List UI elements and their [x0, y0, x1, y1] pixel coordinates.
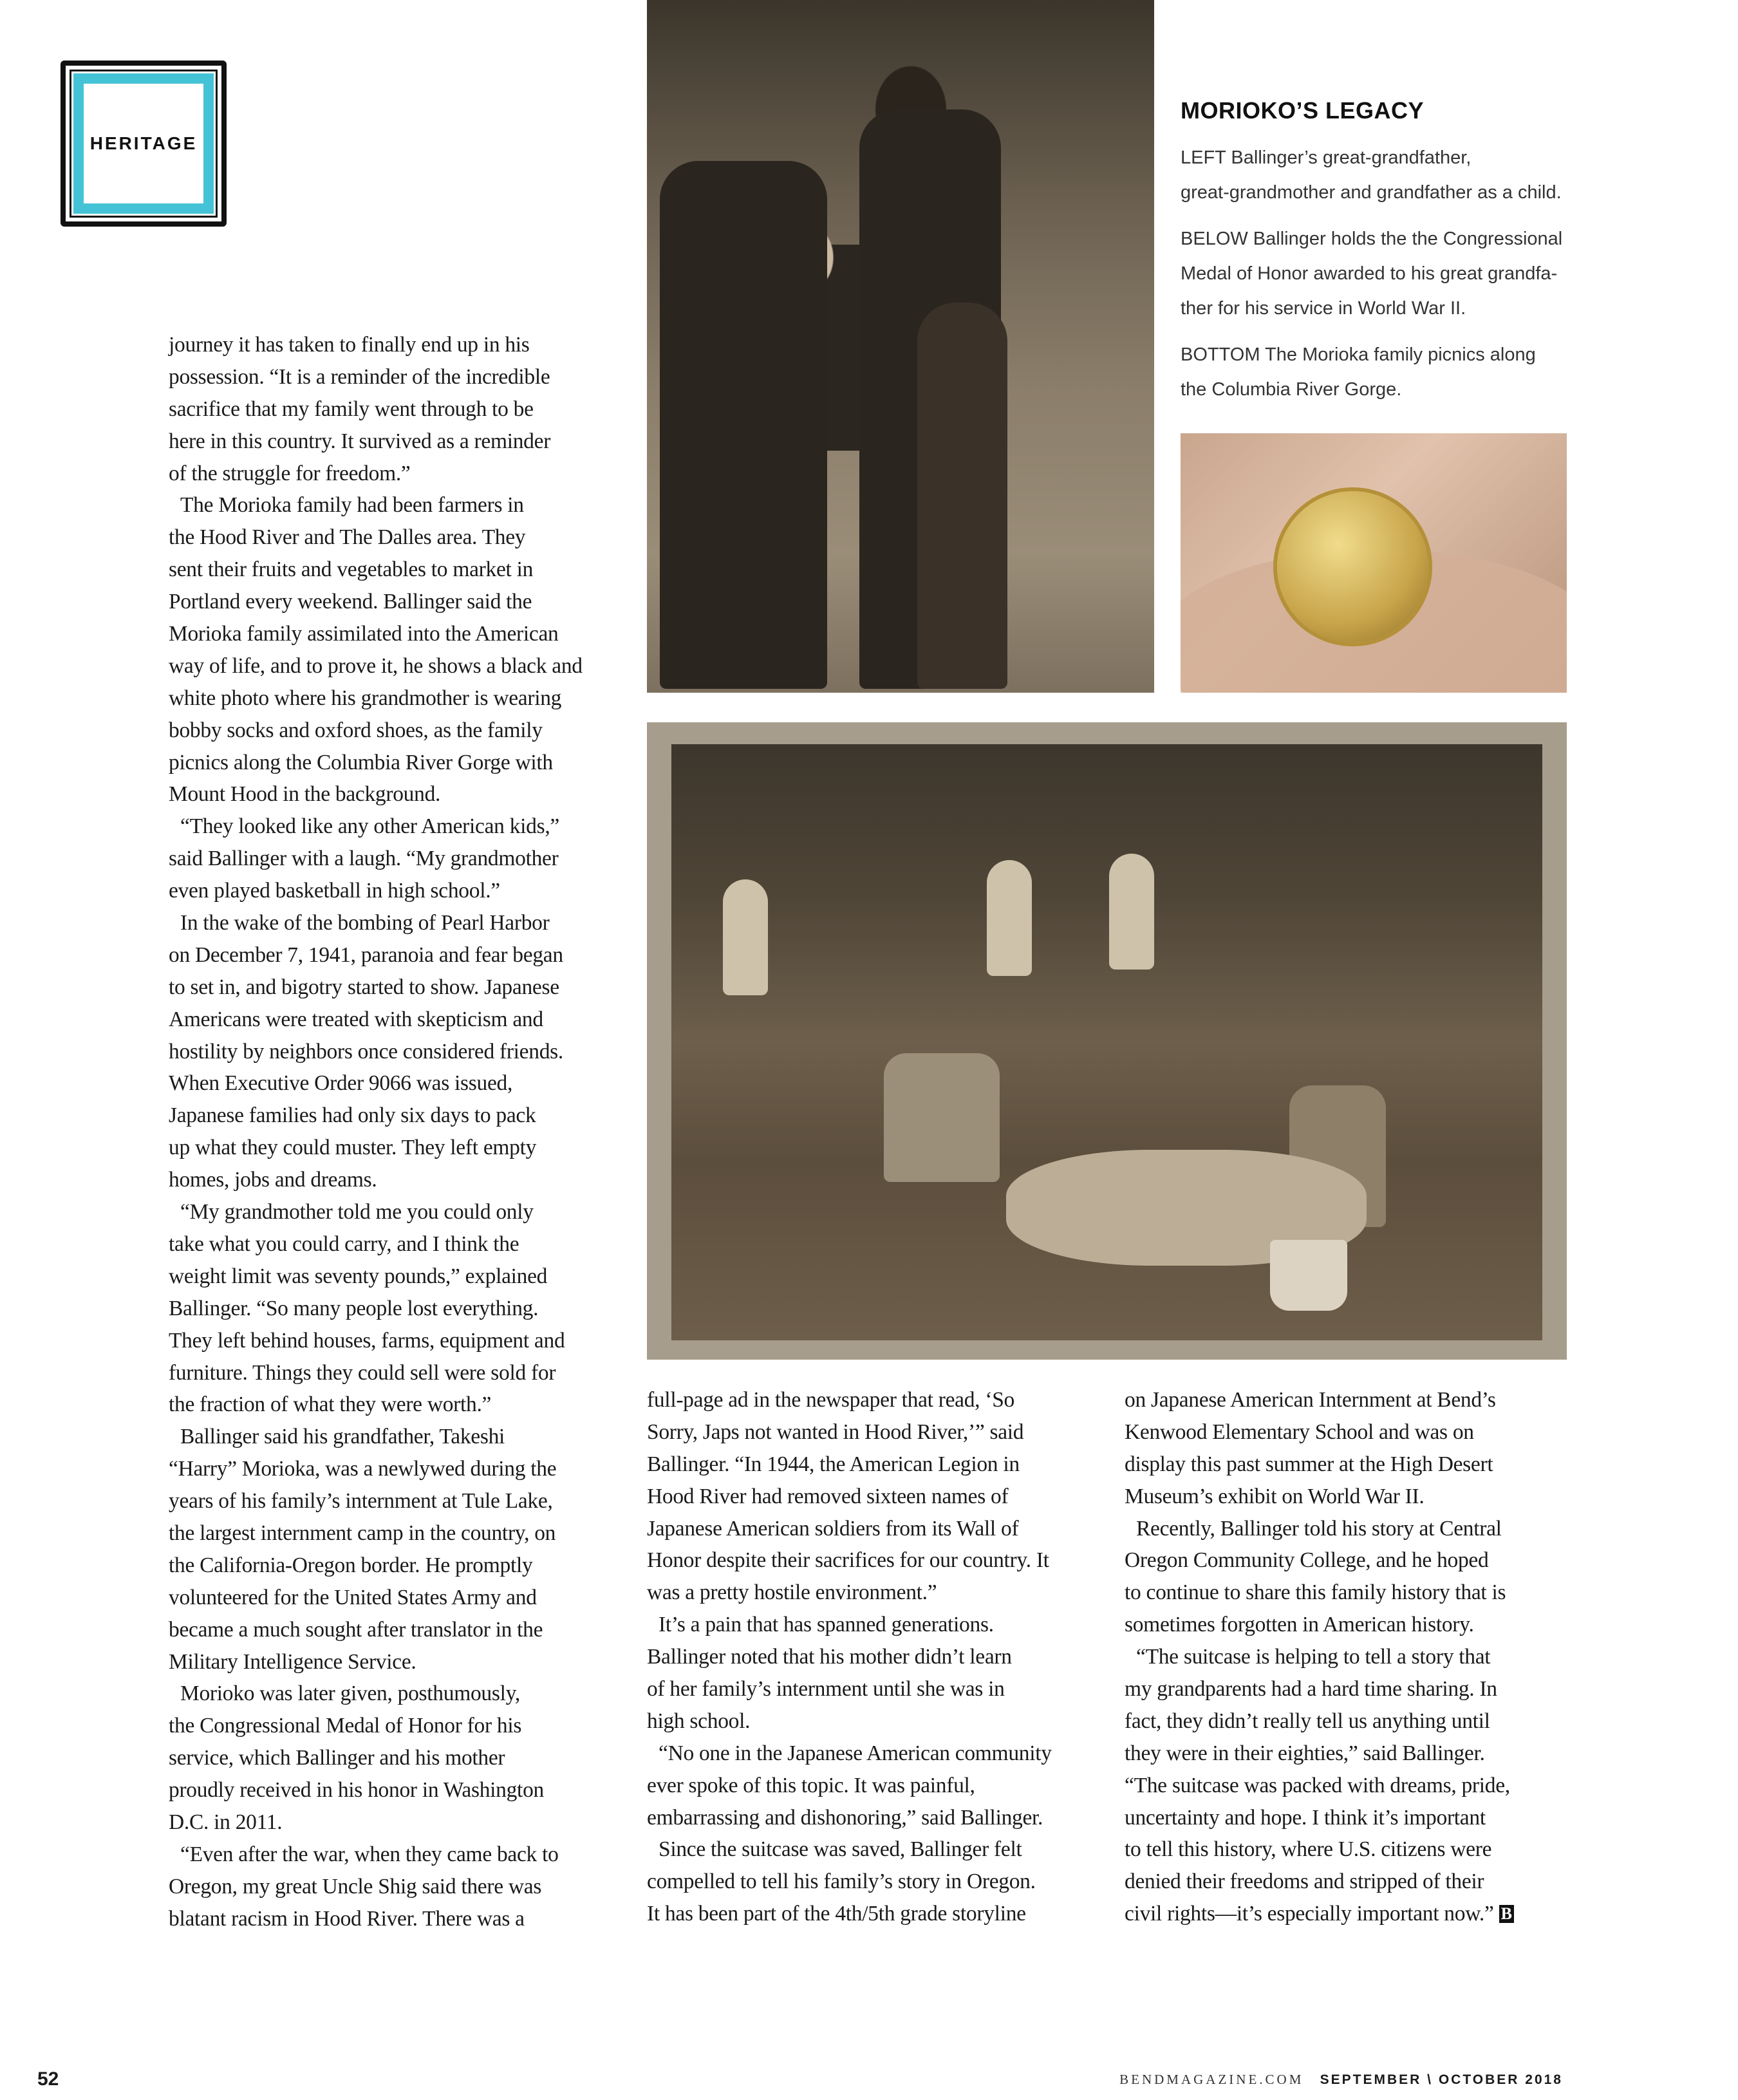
article-line [169, 1261, 583, 1293]
article-line [169, 618, 583, 650]
article-line [169, 1067, 583, 1100]
article-line [169, 1196, 583, 1228]
article-line-text: up what they could muster. They left empty [169, 1136, 537, 1160]
article-line [169, 393, 583, 426]
article-line [169, 1678, 583, 1710]
article-line-text: blatant racism in Hood River. There was a [169, 1906, 525, 1931]
article-line-text: homes, jobs and dreams. [169, 1168, 377, 1192]
article-line-text: compelled to tell his family’s story in Oregon. [647, 1870, 1036, 1894]
article-line-text: of her family’s internment until she was in [647, 1677, 1005, 1702]
article-line-text: The Morioka family had been farmers in [180, 493, 524, 518]
article-line-text: Oregon Community College, and he hoped [1125, 1548, 1489, 1573]
article-line-text: “The suitcase was packed with dreams, pride, [1125, 1773, 1510, 1797]
article-line [1125, 1481, 1514, 1513]
article-line [169, 1293, 583, 1325]
caption-line: great-grandmother and grandfather as a child. [1181, 182, 1562, 203]
article-line [647, 1544, 1052, 1577]
article-line [169, 907, 583, 939]
caption-line: LEFT Ballinger’s great-grandfather, [1181, 147, 1472, 168]
article-line-text: “The suitcase is helping to tell a story that [1136, 1645, 1491, 1669]
article-line-text: to continue to share this family history that is [1125, 1580, 1506, 1605]
caption-line: Medal of Honor awarded to his great grandfa- [1181, 263, 1558, 284]
article-line-text: civil rights—it’s especially important now.” [1125, 1902, 1494, 1926]
article-line [169, 1550, 583, 1582]
caption-below [1181, 221, 1580, 326]
article-line-text: D.C. in 2011. [169, 1810, 283, 1834]
article-line [647, 1802, 1052, 1834]
page-footer [1119, 2072, 1563, 2088]
article-line [169, 586, 583, 618]
article-line-text: even played basketball in high school.” [169, 879, 500, 903]
article-line [647, 1481, 1052, 1513]
article-line-text: on Japanese American Internment at Bend’s [1125, 1388, 1496, 1412]
article-line [169, 811, 583, 843]
article-line [169, 1164, 583, 1196]
article-line-text: Ballinger. “So many people lost everything. [169, 1296, 539, 1320]
article-line-text: Morioko was later given, posthumously, [180, 1682, 520, 1706]
article-line-text: Ballinger said his grandfather, Takeshi [180, 1425, 505, 1449]
article-line-text: years of his family’s internment at Tule Lake, [169, 1489, 553, 1514]
article-line-text: service, which Ballinger and his mother [169, 1746, 505, 1770]
article-line-text: Japanese American soldiers from its Wall of [647, 1516, 1019, 1541]
article-line [647, 1416, 1052, 1448]
article-line [169, 843, 583, 875]
article-line [1125, 1705, 1514, 1738]
article-line [169, 1582, 583, 1614]
article-line-text: Ballinger. “In 1944, the American Legion in [647, 1452, 1020, 1476]
article-line [1125, 1770, 1514, 1802]
article-line-text: proudly received in his honor in Washington [169, 1778, 544, 1803]
article-line-text: uncertainty and hope. I think it’s important [1125, 1805, 1486, 1830]
badge-cyan-frame [73, 73, 214, 214]
article-line [647, 1898, 1052, 1930]
article-line-text: on December 7, 1941, paranoia and fear began [169, 942, 563, 967]
article-line [1125, 1802, 1514, 1834]
article-line [1125, 1609, 1514, 1641]
article-line [169, 971, 583, 1004]
article-line-text: bobby socks and oxford shoes, as the family [169, 718, 543, 742]
article-line-text: white photo where his grandmother is wearing [169, 686, 562, 710]
article-line [169, 715, 583, 747]
photo-person [723, 879, 768, 995]
article-line-text: Kenwood Elementary School and was on [1125, 1420, 1474, 1444]
article-line [169, 329, 583, 361]
medal-photo [1181, 433, 1567, 693]
article-line-text: full-page ad in the newspaper that read, ‘So [647, 1388, 1014, 1412]
article-line-text: Sorry, Japs not wanted in Hood River,’” said [647, 1420, 1024, 1444]
article-line [169, 1004, 583, 1036]
article-line-text: journey it has taken to finally end up in his [169, 333, 530, 357]
article-line-text: display this past summer at the High Desert [1125, 1452, 1493, 1476]
article-line [169, 1646, 583, 1678]
article-line-text: they were in their eighties,” said Ballinger. [1125, 1741, 1485, 1765]
article-line [169, 1614, 583, 1646]
caption-title: MORIOKO’S LEGACY [1181, 97, 1425, 124]
article-line [169, 1100, 583, 1132]
article-line-text: became a much sought after translator in the [169, 1617, 543, 1642]
article-line [1125, 1416, 1514, 1448]
photo-medal-coin [1277, 491, 1428, 642]
footer-issue: SEPTEMBER \ OCTOBER 2018 [1320, 2072, 1563, 2087]
photo-person [987, 860, 1032, 976]
article-line-text: Japanese families had only six days to pack [169, 1103, 536, 1128]
article-line [169, 1742, 583, 1774]
article-line-text: the fraction of what they were worth.” [169, 1392, 492, 1417]
article-line [169, 1806, 583, 1839]
caption-line: ther for his service in World War II. [1181, 298, 1466, 319]
article-column-right [1125, 1384, 1514, 1930]
article-line-text: Ballinger noted that his mother didn’t learn [647, 1645, 1012, 1669]
article-column-middle [647, 1384, 1052, 1930]
article-line [169, 1357, 583, 1389]
article-line-text: the Hood River and The Dalles area. They [169, 525, 526, 550]
article-line [1125, 1833, 1514, 1866]
article-line [647, 1738, 1052, 1770]
article-line [1125, 1673, 1514, 1705]
article-line [169, 489, 583, 521]
article-line-text: Portland every weekend. Ballinger said the [169, 590, 532, 614]
article-line-text: to set in, and bigotry started to show. Japanese [169, 975, 559, 999]
article-line [1125, 1513, 1514, 1545]
article-line-text: denied their freedoms and stripped of their [1125, 1870, 1484, 1894]
article-line-text: In the wake of the bombing of Pearl Harbor [180, 911, 550, 935]
article-line [169, 1132, 583, 1164]
article-line-text: weight limit was seventy pounds,” explained [169, 1264, 548, 1288]
article-line [647, 1705, 1052, 1738]
article-line-text: Museum’s exhibit on World War II. [1125, 1484, 1425, 1508]
article-line-text: ever spoke of this topic. It was painful, [647, 1773, 975, 1797]
article-line [647, 1513, 1052, 1545]
article-line [169, 361, 583, 393]
article-line-text: “They looked like any other American kids,” [180, 814, 559, 839]
section-badge [61, 61, 227, 227]
article-line-text: the largest internment camp in the country, on [169, 1521, 556, 1545]
article-line-text: “Harry” Morioka, was a newlywed during the [169, 1457, 557, 1481]
article-line [647, 1384, 1052, 1416]
article-line [169, 1453, 583, 1485]
article-line-text: They left behind houses, farms, equipment and [169, 1328, 565, 1353]
article-line [647, 1673, 1052, 1705]
article-line [169, 426, 583, 458]
caption-line: BELOW Ballinger holds the the Congressional [1181, 229, 1563, 249]
article-line [1125, 1448, 1514, 1481]
article-line [169, 1228, 583, 1261]
article-line-text: sacrifice that my family went through to be [169, 397, 534, 421]
article-line [169, 778, 583, 811]
article-line [647, 1577, 1052, 1609]
article-line-text: hostility by neighbors once considered friends. [169, 1039, 563, 1064]
article-line [647, 1833, 1052, 1866]
article-line [169, 521, 583, 554]
article-line [169, 682, 583, 715]
photo-caption [1181, 90, 1580, 418]
article-line [647, 1448, 1052, 1481]
article-line [169, 939, 583, 971]
article-line [647, 1866, 1052, 1898]
article-line-text: of the struggle for freedom.” [169, 461, 411, 485]
article-line [169, 1389, 583, 1421]
article-line-text: Hood River had removed sixteen names of [647, 1484, 1009, 1508]
article-line-text: here in this country. It survived as a reminder [169, 429, 551, 453]
article-line-text: Morioka family assimilated into the American [169, 622, 559, 646]
page-number: 52 [37, 2068, 59, 2090]
picnic-photo-image [671, 744, 1542, 1340]
article-line-text: way of life, and to prove it, he shows a black and [169, 653, 583, 678]
article-line [169, 1485, 583, 1517]
article-line [1125, 1866, 1514, 1898]
photo-person [1109, 854, 1154, 970]
article-line [1125, 1738, 1514, 1770]
family-portrait-photo [647, 0, 1154, 693]
article-line [169, 1421, 583, 1453]
article-line [169, 875, 583, 907]
photo-bucket [1270, 1240, 1347, 1311]
article-line-text: It has been part of the 4th/5th grade storyline [647, 1902, 1026, 1926]
article-line [1125, 1898, 1514, 1930]
article-line-text: fact, they didn’t really tell us anything until [1125, 1709, 1490, 1733]
article-line [169, 747, 583, 779]
article-line [169, 1839, 583, 1871]
article-line [169, 1036, 583, 1068]
badge-inner-border [70, 70, 218, 218]
article-line [169, 1871, 583, 1903]
family-picnic-photo [647, 722, 1567, 1360]
caption-left [1181, 140, 1580, 210]
article-line-text: volunteered for the United States Army and [169, 1585, 537, 1609]
article-column-left [169, 329, 583, 1935]
article-line [169, 1710, 583, 1742]
article-line-text: Americans were treated with skepticism and [169, 1007, 543, 1031]
article-line [647, 1770, 1052, 1802]
article-line [169, 1517, 583, 1550]
article-line [1125, 1641, 1514, 1673]
article-line [169, 554, 583, 586]
article-line-text: to tell this history, where U.S. citizens were [1125, 1837, 1492, 1862]
photo-figure-man [660, 161, 827, 689]
article-line-text: the California-Oregon border. He promptly [169, 1553, 533, 1577]
article-line-text: sent their fruits and vegetables to market in [169, 558, 534, 582]
article-line [169, 650, 583, 682]
article-line-text: my grandparents had a hard time sharing. In [1125, 1677, 1497, 1702]
article-line [1125, 1544, 1514, 1577]
article-line [169, 1774, 583, 1806]
article-line [647, 1609, 1052, 1641]
article-line-text: “Even after the war, when they came back to [180, 1842, 559, 1866]
section-label: HERITAGE [89, 133, 198, 153]
article-line [169, 1903, 583, 1935]
article-line-text: Mount Hood in the background. [169, 782, 441, 807]
photo-figure-child [917, 303, 1007, 689]
article-line [1125, 1577, 1514, 1609]
article-line-text: possession. “It is a reminder of the incredible [169, 364, 550, 389]
footer-site: BENDMAGAZINE.COM [1119, 2072, 1304, 2087]
article-line-text: Since the suitcase was saved, Ballinger felt [659, 1837, 1022, 1862]
caption-line: the Columbia River Gorge. [1181, 379, 1402, 400]
article-line [1125, 1384, 1514, 1416]
article-line-text: “My grandmother told me you could only [180, 1200, 534, 1224]
article-line [647, 1641, 1052, 1673]
caption-bottom [1181, 337, 1580, 407]
article-line-text: take what you could carry, and I think the [169, 1232, 519, 1256]
article-line-text: high school. [647, 1709, 751, 1733]
article-line-text: Honor despite their sacrifices for our country. It [647, 1548, 1049, 1573]
article-line-text: furniture. Things they could sell were sold for [169, 1360, 556, 1385]
article-line-text: was a pretty hostile environment.” [647, 1580, 937, 1605]
caption-line: BOTTOM The Morioka family picnics along [1181, 344, 1536, 365]
article-line-text: said Ballinger with a laugh. “My grandmother [169, 847, 559, 871]
article-line-text: Military Intelligence Service. [169, 1649, 416, 1674]
article-line-text: the Congressional Medal of Honor for his [169, 1714, 522, 1738]
article-line-text: picnics along the Columbia River Gorge with [169, 750, 553, 774]
article-line-text: Oregon, my great Uncle Shig said there was [169, 1874, 542, 1898]
article-line-text: When Executive Order 9066 was issued, [169, 1071, 513, 1096]
photo-person [884, 1053, 1000, 1182]
end-mark-icon: B [1499, 1905, 1514, 1923]
article-line-text: “No one in the Japanese American community [659, 1741, 1052, 1765]
article-line [169, 1325, 583, 1357]
article-line-text: sometimes forgotten in American history. [1125, 1613, 1474, 1637]
article-line-text: Recently, Ballinger told his story at Central [1136, 1516, 1502, 1541]
article-line-text: It’s a pain that has spanned generations. [659, 1613, 994, 1637]
article-line [169, 458, 583, 490]
article-line-text: embarrassing and dishonoring,” said Ballinger. [647, 1805, 1043, 1830]
